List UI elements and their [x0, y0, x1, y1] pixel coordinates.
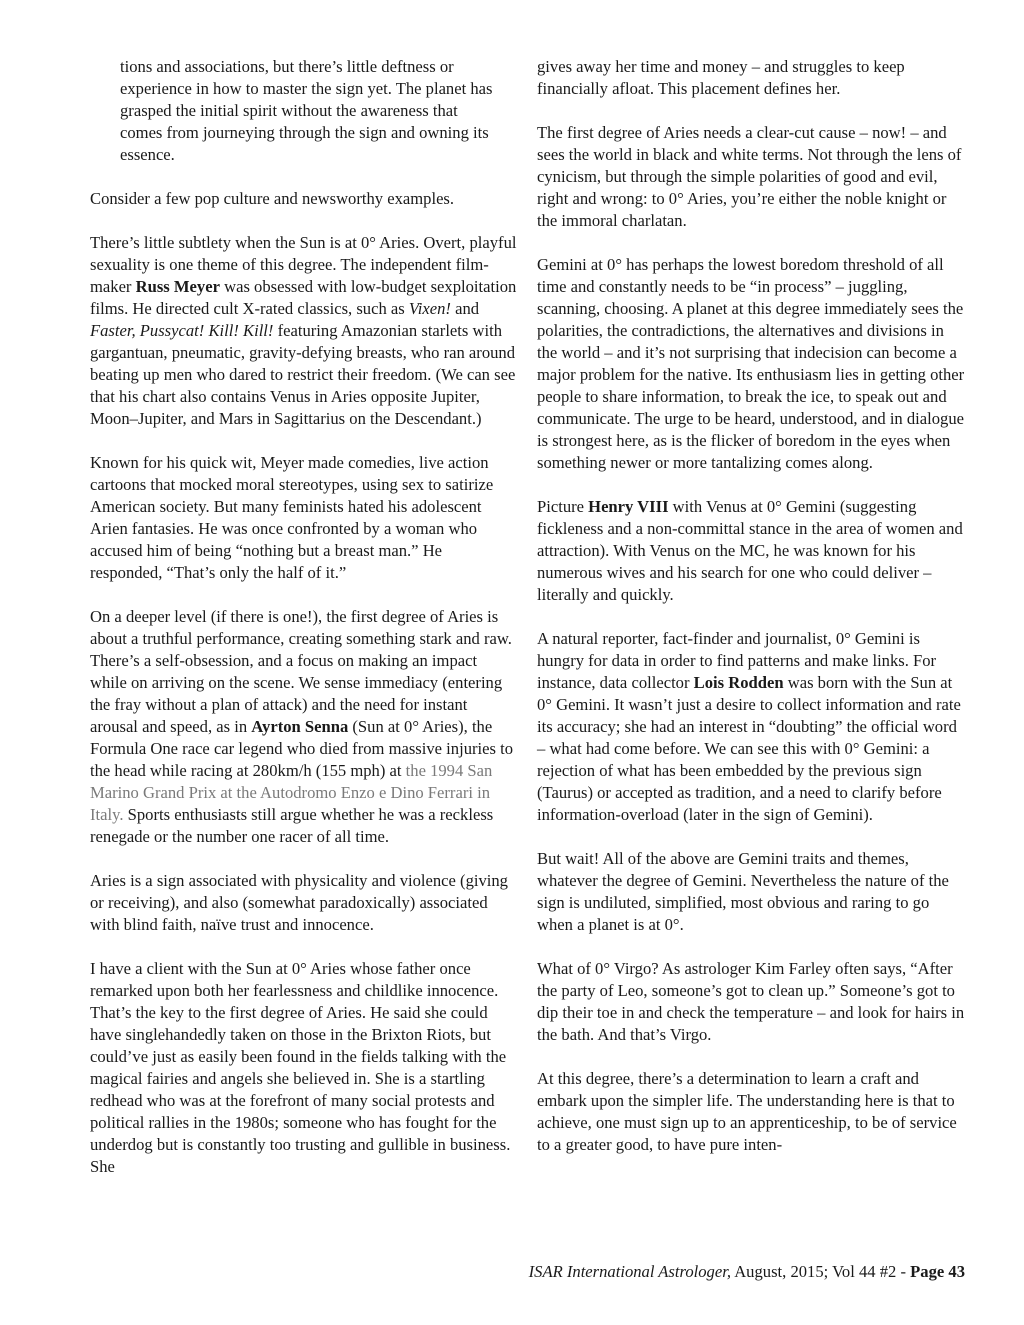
text-span: A natural reporter, fact-finder and journalist, 0° Gemini is hungry for data in order to find patterns and make links. For instance, data collector	[537, 629, 937, 692]
paragraph: Known for his quick wit, Meyer made comedies, live action cartoons that mocked moral stereotypes, using sex to satirize American society. But many feminists hated his adolescent Arien fantasies. He was once confronted by a woman who accused him of being “nothing but a breast man.” He responded, “That’s only the half of it.”	[90, 453, 494, 582]
paragraph	[90, 606, 518, 848]
paragraph: Consider a few pop culture and newsworthy examples.	[90, 189, 455, 208]
text-span: was obsessed with low-budget sexploitation films. He directed cult X-rated classics, such as	[90, 277, 517, 318]
text-span: (Sun at 0° Aries), the Formula One race car legend who died from massive injuries to the head while racing at 280km/h (155 mph) at	[90, 717, 514, 780]
bold-name: Lois Rodden	[693, 673, 784, 692]
paragraph: The first degree of Aries needs a clear-cut cause – now! – and sees the world in black and white terms. Not through the lens of cynicism, but through the simple polarities of good and evil, right and wrong: to 0° Aries, you’re either the noble knight or the immoral charlatan.	[537, 123, 962, 230]
text-span: with Venus at 0° Gemini (suggesting fickleness and a non-committal stance in the area of women and attraction). With Venus on the MC, he was known for his numerous wives and his search for one who could deliver – literally and quickly.	[537, 497, 963, 604]
film-title: Vixen!	[408, 299, 451, 318]
indented-quote-paragraph: tions and associations, but there’s little deftness or experience in how to master the sign yet. The planet has grasped the initial spirit without the awareness that comes from journeying through the sign and owning its essence.	[120, 57, 493, 164]
bold-name: Ayrton Senna	[251, 717, 349, 736]
paragraph: I have a client with the Sun at 0° Aries whose father once remarked upon both her fearlessness and childlike innocence. That’s the key to the first degree of Aries. He said she could have singlehandedly taken on those in the Brixton Riots, but could’ve just as easily been found in the fields talking with the magical fairies and angels she believed in. She is a startling redhead who was at the forefront of many social protests and political rallies in the 1980s; someone who has fought for the underdog but is constantly too trusting and gullible in business. She	[90, 959, 511, 1176]
page-number: Page 43	[910, 1262, 965, 1281]
paragraph: But wait! All of the above are Gemini traits and themes, whatever the degree of Gemini. Nevertheless the nature of the sign is undiluted, simplified, most obvious and raring to go when a planet is at 0°.	[537, 849, 949, 934]
text-span: was born with the Sun at 0° Gemini. It wasn’t just a desire to collect information and rate its accuracy; she had an interest in “doubting” the official word – what had come before. We can see this with 0° Gemini: a rejection of what has been embedded by the previous sign (Taurus) or accepted as tradition, and a need to clarify before information-overload (later in the sign of Gemini).	[537, 673, 961, 824]
paragraph: Gemini at 0° has perhaps the lowest boredom threshold of all time and constantly needs to be “in process” – juggling, scanning, choosing. A planet at this degree immediately sees the polarities, the contradictions, the alternatives and divisions in the world – and it’s not surprising that indecision can become a major problem for the native. Its enthusiasm lies in getting other people to share information, to break the ice, to speak out and communicate. The urge to be heard, understood, and in dialogue is strongest here, as is the flicker of boredom in the eyes when something newer or more tantalizing comes along.	[537, 255, 965, 472]
text-span: Sports enthusiasts still argue whether he was a reckless renegade or the number one racer of all time.	[90, 805, 494, 846]
text-span: featuring Amazonian starlets with gargantuan, pneumatic, gravity-defying breasts, who ran around beating up men who dared to restrict their freedom. (We can see that his chart also contains Venus in Aries opposite Jupiter, Moon–Jupiter, and Mars in Sagittarius on the Descendant.)	[90, 321, 516, 428]
right-column	[537, 56, 965, 1178]
bold-name: Henry VIII	[588, 497, 669, 516]
paragraph	[90, 232, 518, 430]
issue-info: August, 2015; Vol 44 #2 -	[730, 1262, 911, 1281]
text-span: On a deeper level (if there is one!), the first degree of Aries is about a truthful performance, creating something stark and raw. There’s a self-obsession, and a focus on making an impact while on arriving on the scene. We sense immediacy (entering the fray without a plan of attack) and the need for instant arousal and speed, as in	[90, 607, 512, 736]
paragraph	[537, 628, 965, 826]
paragraph: What of 0° Virgo? As astrologer Kim Farley often says, “After the party of Leo, someone’s got to clean up.” Someone’s got to dip their toe in and check the temperature – and look for hairs in the bath. And that’s Virgo.	[537, 959, 965, 1044]
text-span: There’s little subtlety when the Sun is at 0° Aries. Overt, playful sexuality is one theme of this degree. The independent film-maker	[90, 233, 517, 296]
paragraph: Aries is a sign associated with physicality and violence (giving or receiving), and also (somewhat paradoxically) associated with blind faith, naïve trust and innocence.	[90, 871, 508, 934]
left-column	[90, 56, 518, 1200]
text-span: and	[450, 299, 480, 318]
publication-name: ISAR International Astrologer,	[528, 1262, 731, 1281]
paragraph: gives away her time and money – and struggles to keep financially afloat. This placement defines her.	[537, 57, 905, 98]
text-span: Picture	[537, 497, 589, 516]
paragraph	[537, 496, 965, 606]
paragraph: At this degree, there’s a determination to learn a craft and embark upon the simpler life. The understanding here is that to achieve, one must sign up to an apprenticeship, to be of service to a greater good, to have pure inten-	[537, 1069, 957, 1154]
page-footer	[90, 1261, 965, 1283]
bold-name: Russ Meyer	[135, 277, 220, 296]
film-title: Faster, Pussycat! Kill! Kill!	[90, 321, 274, 340]
linked-text: the 1994 San Marino Grand Prix at the Autodromo Enzo e Dino Ferrari in Italy.	[90, 761, 493, 824]
